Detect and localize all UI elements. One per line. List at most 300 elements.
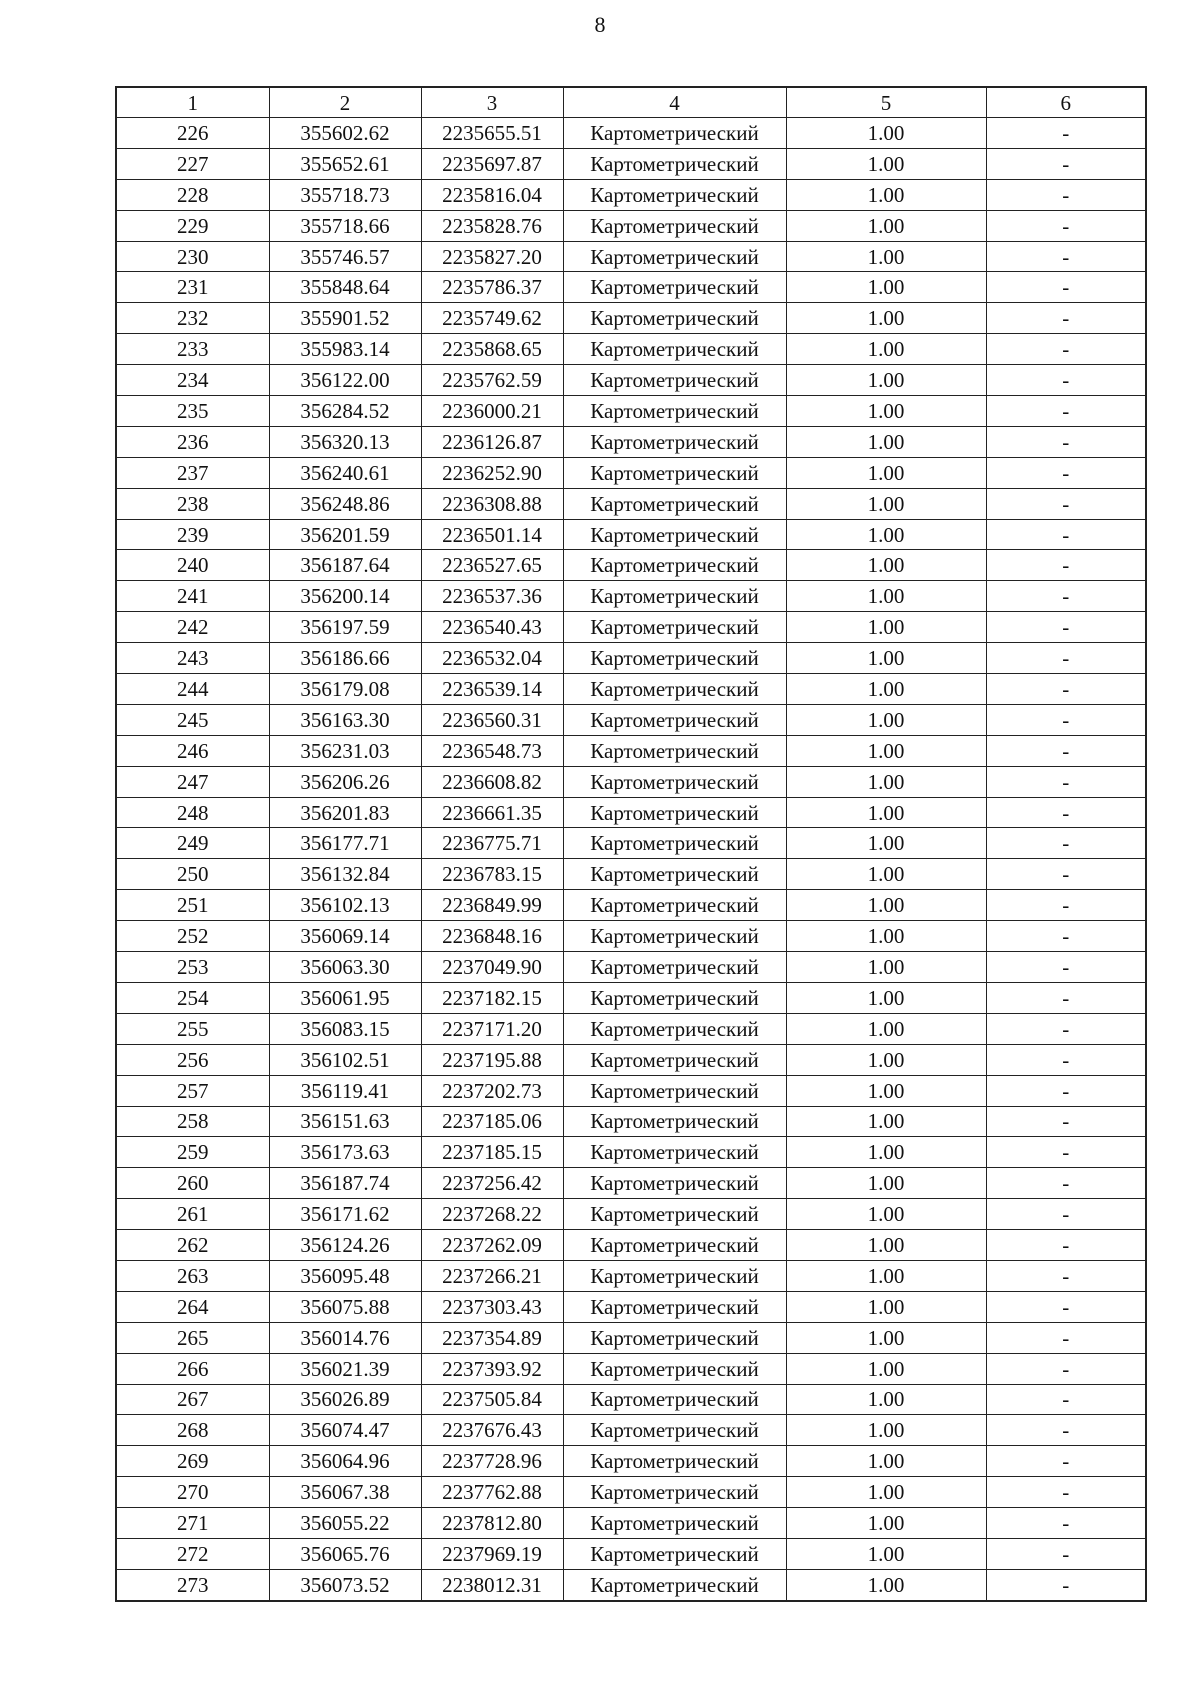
coordinates-table	[115, 86, 1147, 1602]
x-coordinate-cell: 356102.13	[269, 890, 421, 921]
accuracy-cell: 1.00	[786, 396, 986, 427]
x-coordinate-cell: 356231.03	[269, 735, 421, 766]
table-row	[116, 1477, 1146, 1508]
accuracy-cell: 1.00	[786, 426, 986, 457]
point-number-cell: 266	[116, 1353, 269, 1384]
description-cell: -	[986, 272, 1146, 303]
x-coordinate-cell: 356171.62	[269, 1199, 421, 1230]
table-row	[116, 1446, 1146, 1477]
y-coordinate-cell: 2236848.16	[421, 921, 563, 952]
header-cell-1: 1	[116, 87, 269, 118]
x-coordinate-cell: 355901.52	[269, 303, 421, 334]
y-coordinate-cell: 2237171.20	[421, 1013, 563, 1044]
point-number-cell: 251	[116, 890, 269, 921]
table-row	[116, 1569, 1146, 1600]
method-cell: Картометрический	[563, 241, 786, 272]
header-cell-3: 3	[421, 87, 563, 118]
description-cell: -	[986, 612, 1146, 643]
x-coordinate-cell: 356201.83	[269, 797, 421, 828]
y-coordinate-cell: 2237303.43	[421, 1291, 563, 1322]
accuracy-cell: 1.00	[786, 1353, 986, 1384]
point-number-cell: 252	[116, 921, 269, 952]
table-header	[116, 87, 1146, 118]
method-cell: Картометрический	[563, 1415, 786, 1446]
y-coordinate-cell: 2236537.36	[421, 581, 563, 612]
accuracy-cell: 1.00	[786, 272, 986, 303]
point-number-cell: 267	[116, 1384, 269, 1415]
accuracy-cell: 1.00	[786, 179, 986, 210]
table-row	[116, 1137, 1146, 1168]
accuracy-cell: 1.00	[786, 1291, 986, 1322]
method-cell: Картометрический	[563, 890, 786, 921]
x-coordinate-cell: 355848.64	[269, 272, 421, 303]
description-cell: -	[986, 1322, 1146, 1353]
method-cell: Картометрический	[563, 1477, 786, 1508]
point-number-cell: 245	[116, 704, 269, 735]
description-cell: -	[986, 581, 1146, 612]
description-cell: -	[986, 1137, 1146, 1168]
method-cell: Картометрический	[563, 1322, 786, 1353]
x-coordinate-cell: 356021.39	[269, 1353, 421, 1384]
table-row	[116, 1353, 1146, 1384]
point-number-cell: 248	[116, 797, 269, 828]
table-row	[116, 396, 1146, 427]
method-cell: Картометрический	[563, 921, 786, 952]
accuracy-cell: 1.00	[786, 859, 986, 890]
accuracy-cell: 1.00	[786, 1168, 986, 1199]
description-cell: -	[986, 1446, 1146, 1477]
y-coordinate-cell: 2237676.43	[421, 1415, 563, 1446]
y-coordinate-cell: 2237195.88	[421, 1044, 563, 1075]
method-cell: Картометрический	[563, 1384, 786, 1415]
point-number-cell: 257	[116, 1075, 269, 1106]
method-cell: Картометрический	[563, 735, 786, 766]
description-cell: -	[986, 1353, 1146, 1384]
y-coordinate-cell: 2237393.92	[421, 1353, 563, 1384]
method-cell: Картометрический	[563, 952, 786, 983]
x-coordinate-cell: 355746.57	[269, 241, 421, 272]
x-coordinate-cell: 355652.61	[269, 148, 421, 179]
table-row	[116, 1075, 1146, 1106]
method-cell: Картометрический	[563, 1137, 786, 1168]
y-coordinate-cell: 2235655.51	[421, 118, 563, 149]
method-cell: Картометрический	[563, 1260, 786, 1291]
point-number-cell: 239	[116, 519, 269, 550]
table-row	[116, 179, 1146, 210]
y-coordinate-cell: 2237812.80	[421, 1508, 563, 1539]
point-number-cell: 272	[116, 1538, 269, 1569]
description-cell: -	[986, 828, 1146, 859]
point-number-cell: 231	[116, 272, 269, 303]
y-coordinate-cell: 2237728.96	[421, 1446, 563, 1477]
description-cell: -	[986, 1199, 1146, 1230]
y-coordinate-cell: 2238012.31	[421, 1569, 563, 1600]
x-coordinate-cell: 356074.47	[269, 1415, 421, 1446]
method-cell: Картометрический	[563, 1199, 786, 1230]
accuracy-cell: 1.00	[786, 643, 986, 674]
accuracy-cell: 1.00	[786, 118, 986, 149]
description-cell: -	[986, 797, 1146, 828]
x-coordinate-cell: 356200.14	[269, 581, 421, 612]
table-row	[116, 1199, 1146, 1230]
header-cell-5: 5	[786, 87, 986, 118]
method-cell: Картометрический	[563, 612, 786, 643]
table-row	[116, 1260, 1146, 1291]
x-coordinate-cell: 356124.26	[269, 1230, 421, 1261]
table-row	[116, 1013, 1146, 1044]
x-coordinate-cell: 356073.52	[269, 1569, 421, 1600]
accuracy-cell: 1.00	[786, 457, 986, 488]
accuracy-cell: 1.00	[786, 982, 986, 1013]
y-coordinate-cell: 2235697.87	[421, 148, 563, 179]
method-cell: Картометрический	[563, 334, 786, 365]
y-coordinate-cell: 2237262.09	[421, 1230, 563, 1261]
accuracy-cell: 1.00	[786, 1322, 986, 1353]
x-coordinate-cell: 356055.22	[269, 1508, 421, 1539]
table-row	[116, 1508, 1146, 1539]
table-body	[116, 118, 1146, 1601]
y-coordinate-cell: 2236560.31	[421, 704, 563, 735]
point-number-cell: 256	[116, 1044, 269, 1075]
table-row	[116, 210, 1146, 241]
table-row	[116, 1322, 1146, 1353]
method-cell: Картометрический	[563, 1168, 786, 1199]
table-row	[116, 921, 1146, 952]
x-coordinate-cell: 356187.64	[269, 550, 421, 581]
point-number-cell: 244	[116, 674, 269, 705]
y-coordinate-cell: 2237505.84	[421, 1384, 563, 1415]
accuracy-cell: 1.00	[786, 365, 986, 396]
accuracy-cell: 1.00	[786, 766, 986, 797]
description-cell: -	[986, 396, 1146, 427]
x-coordinate-cell: 356063.30	[269, 952, 421, 983]
description-cell: -	[986, 550, 1146, 581]
table-row	[116, 365, 1146, 396]
point-number-cell: 260	[116, 1168, 269, 1199]
table-row	[116, 426, 1146, 457]
y-coordinate-cell: 2236661.35	[421, 797, 563, 828]
table-row	[116, 797, 1146, 828]
x-coordinate-cell: 356102.51	[269, 1044, 421, 1075]
x-coordinate-cell: 355602.62	[269, 118, 421, 149]
x-coordinate-cell: 355983.14	[269, 334, 421, 365]
x-coordinate-cell: 356151.63	[269, 1106, 421, 1137]
method-cell: Картометрический	[563, 828, 786, 859]
point-number-cell: 228	[116, 179, 269, 210]
table-row	[116, 303, 1146, 334]
y-coordinate-cell: 2236540.43	[421, 612, 563, 643]
point-number-cell: 235	[116, 396, 269, 427]
x-coordinate-cell: 356122.00	[269, 365, 421, 396]
description-cell: -	[986, 982, 1146, 1013]
header-cell-2: 2	[269, 87, 421, 118]
x-coordinate-cell: 356067.38	[269, 1477, 421, 1508]
description-cell: -	[986, 1106, 1146, 1137]
description-cell: -	[986, 457, 1146, 488]
accuracy-cell: 1.00	[786, 210, 986, 241]
table-row	[116, 890, 1146, 921]
point-number-cell: 237	[116, 457, 269, 488]
description-cell: -	[986, 1477, 1146, 1508]
description-cell: -	[986, 179, 1146, 210]
y-coordinate-cell: 2237202.73	[421, 1075, 563, 1106]
table-row	[116, 766, 1146, 797]
point-number-cell: 255	[116, 1013, 269, 1044]
x-coordinate-cell: 356320.13	[269, 426, 421, 457]
point-number-cell: 258	[116, 1106, 269, 1137]
description-cell: -	[986, 704, 1146, 735]
x-coordinate-cell: 355718.66	[269, 210, 421, 241]
accuracy-cell: 1.00	[786, 1569, 986, 1600]
x-coordinate-cell: 356095.48	[269, 1260, 421, 1291]
method-cell: Картометрический	[563, 643, 786, 674]
accuracy-cell: 1.00	[786, 1260, 986, 1291]
x-coordinate-cell: 356177.71	[269, 828, 421, 859]
page-number: 8	[594, 12, 606, 37]
description-cell: -	[986, 334, 1146, 365]
description-cell: -	[986, 859, 1146, 890]
x-coordinate-cell: 356064.96	[269, 1446, 421, 1477]
point-number-cell: 246	[116, 735, 269, 766]
description-cell: -	[986, 1384, 1146, 1415]
method-cell: Картометрический	[563, 1446, 786, 1477]
y-coordinate-cell: 2235786.37	[421, 272, 563, 303]
x-coordinate-cell: 356061.95	[269, 982, 421, 1013]
x-coordinate-cell: 356075.88	[269, 1291, 421, 1322]
point-number-cell: 227	[116, 148, 269, 179]
x-coordinate-cell: 356132.84	[269, 859, 421, 890]
x-coordinate-cell: 356206.26	[269, 766, 421, 797]
method-cell: Картометрический	[563, 365, 786, 396]
header-row	[116, 87, 1146, 118]
accuracy-cell: 1.00	[786, 674, 986, 705]
description-cell: -	[986, 1075, 1146, 1106]
method-cell: Картометрический	[563, 179, 786, 210]
table-row	[116, 1415, 1146, 1446]
method-cell: Картометрический	[563, 519, 786, 550]
method-cell: Картометрический	[563, 426, 786, 457]
accuracy-cell: 1.00	[786, 1415, 986, 1446]
table-row	[116, 550, 1146, 581]
method-cell: Картометрический	[563, 581, 786, 612]
description-cell: -	[986, 1538, 1146, 1569]
table-row	[116, 1291, 1146, 1322]
method-cell: Картометрический	[563, 1569, 786, 1600]
point-number-cell: 263	[116, 1260, 269, 1291]
description-cell: -	[986, 303, 1146, 334]
description-cell: -	[986, 365, 1146, 396]
x-coordinate-cell: 356179.08	[269, 674, 421, 705]
accuracy-cell: 1.00	[786, 1044, 986, 1075]
x-coordinate-cell: 356119.41	[269, 1075, 421, 1106]
method-cell: Картометрический	[563, 210, 786, 241]
description-cell: -	[986, 890, 1146, 921]
accuracy-cell: 1.00	[786, 1384, 986, 1415]
y-coordinate-cell: 2237762.88	[421, 1477, 563, 1508]
method-cell: Картометрический	[563, 1230, 786, 1261]
header-cell-6: 6	[986, 87, 1146, 118]
accuracy-cell: 1.00	[786, 1230, 986, 1261]
table-row	[116, 643, 1146, 674]
x-coordinate-cell: 355718.73	[269, 179, 421, 210]
accuracy-cell: 1.00	[786, 921, 986, 952]
point-number-cell: 241	[116, 581, 269, 612]
description-cell: -	[986, 1230, 1146, 1261]
table-row	[116, 519, 1146, 550]
table-row	[116, 828, 1146, 859]
x-coordinate-cell: 356201.59	[269, 519, 421, 550]
method-cell: Картометрический	[563, 148, 786, 179]
description-cell: -	[986, 519, 1146, 550]
table-row	[116, 272, 1146, 303]
point-number-cell: 265	[116, 1322, 269, 1353]
description-cell: -	[986, 735, 1146, 766]
accuracy-cell: 1.00	[786, 1106, 986, 1137]
description-cell: -	[986, 1260, 1146, 1291]
y-coordinate-cell: 2236783.15	[421, 859, 563, 890]
table-row	[116, 241, 1146, 272]
accuracy-cell: 1.00	[786, 1477, 986, 1508]
y-coordinate-cell: 2236775.71	[421, 828, 563, 859]
accuracy-cell: 1.00	[786, 735, 986, 766]
table-row	[116, 952, 1146, 983]
method-cell: Картометрический	[563, 1044, 786, 1075]
point-number-cell: 268	[116, 1415, 269, 1446]
method-cell: Картометрический	[563, 1353, 786, 1384]
method-cell: Картометрический	[563, 1106, 786, 1137]
x-coordinate-cell: 356240.61	[269, 457, 421, 488]
x-coordinate-cell: 356069.14	[269, 921, 421, 952]
y-coordinate-cell: 2236527.65	[421, 550, 563, 581]
method-cell: Картометрический	[563, 797, 786, 828]
y-coordinate-cell: 2237268.22	[421, 1199, 563, 1230]
y-coordinate-cell: 2235868.65	[421, 334, 563, 365]
accuracy-cell: 1.00	[786, 1508, 986, 1539]
accuracy-cell: 1.00	[786, 828, 986, 859]
method-cell: Картометрический	[563, 396, 786, 427]
point-number-cell: 261	[116, 1199, 269, 1230]
y-coordinate-cell: 2237185.06	[421, 1106, 563, 1137]
point-number-cell: 270	[116, 1477, 269, 1508]
point-number-cell: 249	[116, 828, 269, 859]
point-number-cell: 271	[116, 1508, 269, 1539]
y-coordinate-cell: 2235828.76	[421, 210, 563, 241]
table-row	[116, 148, 1146, 179]
table-row	[116, 488, 1146, 519]
accuracy-cell: 1.00	[786, 1446, 986, 1477]
table-row	[116, 735, 1146, 766]
y-coordinate-cell: 2236849.99	[421, 890, 563, 921]
accuracy-cell: 1.00	[786, 488, 986, 519]
y-coordinate-cell: 2236308.88	[421, 488, 563, 519]
description-cell: -	[986, 1168, 1146, 1199]
method-cell: Картометрический	[563, 118, 786, 149]
point-number-cell: 240	[116, 550, 269, 581]
method-cell: Картометрический	[563, 488, 786, 519]
table-row	[116, 118, 1146, 149]
description-cell: -	[986, 1508, 1146, 1539]
accuracy-cell: 1.00	[786, 952, 986, 983]
x-coordinate-cell: 356083.15	[269, 1013, 421, 1044]
accuracy-cell: 1.00	[786, 550, 986, 581]
accuracy-cell: 1.00	[786, 1538, 986, 1569]
accuracy-cell: 1.00	[786, 241, 986, 272]
accuracy-cell: 1.00	[786, 303, 986, 334]
table-row	[116, 1538, 1146, 1569]
accuracy-cell: 1.00	[786, 797, 986, 828]
y-coordinate-cell: 2236608.82	[421, 766, 563, 797]
accuracy-cell: 1.00	[786, 519, 986, 550]
y-coordinate-cell: 2237049.90	[421, 952, 563, 983]
y-coordinate-cell: 2237185.15	[421, 1137, 563, 1168]
header-cell-4: 4	[563, 87, 786, 118]
y-coordinate-cell: 2236501.14	[421, 519, 563, 550]
x-coordinate-cell: 356173.63	[269, 1137, 421, 1168]
y-coordinate-cell: 2237266.21	[421, 1260, 563, 1291]
accuracy-cell: 1.00	[786, 148, 986, 179]
description-cell: -	[986, 674, 1146, 705]
method-cell: Картометрический	[563, 457, 786, 488]
y-coordinate-cell: 2235762.59	[421, 365, 563, 396]
description-cell: -	[986, 766, 1146, 797]
table-row	[116, 581, 1146, 612]
point-number-cell: 264	[116, 1291, 269, 1322]
method-cell: Картометрический	[563, 982, 786, 1013]
table-row	[116, 982, 1146, 1013]
description-cell: -	[986, 1415, 1146, 1446]
x-coordinate-cell: 356248.86	[269, 488, 421, 519]
description-cell: -	[986, 488, 1146, 519]
point-number-cell: 226	[116, 118, 269, 149]
point-number-cell: 230	[116, 241, 269, 272]
y-coordinate-cell: 2236252.90	[421, 457, 563, 488]
table-row	[116, 334, 1146, 365]
point-number-cell: 250	[116, 859, 269, 890]
accuracy-cell: 1.00	[786, 581, 986, 612]
method-cell: Картометрический	[563, 1291, 786, 1322]
accuracy-cell: 1.00	[786, 1013, 986, 1044]
accuracy-cell: 1.00	[786, 334, 986, 365]
method-cell: Картометрический	[563, 303, 786, 334]
table-row	[116, 1230, 1146, 1261]
table-row	[116, 859, 1146, 890]
x-coordinate-cell: 356187.74	[269, 1168, 421, 1199]
description-cell: -	[986, 952, 1146, 983]
description-cell: -	[986, 118, 1146, 149]
table-row	[116, 704, 1146, 735]
method-cell: Картометрический	[563, 766, 786, 797]
method-cell: Картометрический	[563, 272, 786, 303]
point-number-cell: 262	[116, 1230, 269, 1261]
point-number-cell: 273	[116, 1569, 269, 1600]
point-number-cell: 232	[116, 303, 269, 334]
description-cell: -	[986, 921, 1146, 952]
point-number-cell: 247	[116, 766, 269, 797]
x-coordinate-cell: 356026.89	[269, 1384, 421, 1415]
accuracy-cell: 1.00	[786, 890, 986, 921]
method-cell: Картометрический	[563, 1508, 786, 1539]
method-cell: Картометрический	[563, 1075, 786, 1106]
accuracy-cell: 1.00	[786, 704, 986, 735]
description-cell: -	[986, 241, 1146, 272]
y-coordinate-cell: 2236548.73	[421, 735, 563, 766]
table-row	[116, 1168, 1146, 1199]
y-coordinate-cell: 2237969.19	[421, 1538, 563, 1569]
x-coordinate-cell: 356163.30	[269, 704, 421, 735]
method-cell: Картометрический	[563, 1013, 786, 1044]
y-coordinate-cell: 2235827.20	[421, 241, 563, 272]
y-coordinate-cell: 2237182.15	[421, 982, 563, 1013]
